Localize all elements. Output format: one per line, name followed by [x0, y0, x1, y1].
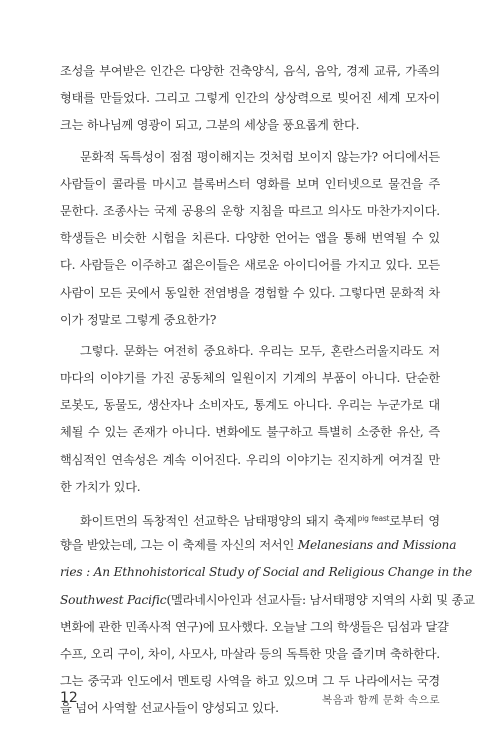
text-line: 체될 수 있는 존재가 아니다. 변화에도 불구하고 특별히 소중한 유산, 즉 [60, 425, 440, 440]
text-span: 로부터 영 [389, 514, 440, 528]
text-line: 그렇다. 문화는 여전히 중요하다. 우리는 모두, 혼란스러울지라도 저 [80, 343, 440, 358]
text-line: 크는 하나님께 영광이 되고, 그분의 세상을 풍요롭게 한다. [60, 118, 360, 133]
text-line: 을 넘어 사역할 선교사들이 양성되고 있다. [60, 701, 279, 716]
text-line [60, 532, 457, 559]
text-span: 향을 받았는데, 그는 이 축제를 자신의 저서인 [60, 538, 298, 553]
text-line: 로봇도, 동물도, 생산자나 소비자도, 통계도 아니다. 우리는 누군가로 대 [60, 398, 440, 413]
running-title: 복음과 함께 문화 속으로 [322, 694, 440, 706]
text-line: 핵심적인 연속성은 계속 이어진다. 우리의 이야기는 진지하게 여겨질 만 [60, 452, 440, 467]
text-line [60, 587, 475, 614]
text-line: 학생들은 비슷한 시험을 치른다. 다양한 언어는 앱을 통해 번역될 수 있 [60, 231, 440, 246]
text-line [60, 505, 440, 532]
body-text [60, 58, 475, 723]
text-line: 변화에 관한 민족사적 연구)에 묘사했다. 오늘날 그의 학생들은 딤섬과 달걀 [60, 619, 449, 634]
text-line: 수프, 오리 구이, 차이, 사모사, 마살라 등의 독특한 맛을 즐기며 축하한다. [60, 646, 440, 661]
text-line: 문화적 독특성이 점점 평이해지는 것처럼 보이지 않는가? 어디에서든 [80, 149, 440, 164]
book-title-italic: ries : An Ethnohistorical Study of Social and Religious Change in the [60, 565, 473, 580]
text-line: 그는 중국과 인도에서 멘토링 사역을 하고 있으며 그 두 나라에서는 국경 [60, 674, 440, 689]
text-span: (멜라네시아인과 선교사들: 남서태평양 지역의 사회 및 종교 [166, 592, 475, 607]
text-line: 이가 정말로 그렇게 중요한가? [60, 312, 217, 327]
text-line: 문한다. 조종사는 국제 공용의 운항 지침을 따르고 의사도 마찬가지이다. [60, 203, 440, 218]
text-line: 조성을 부여받은 인간은 다양한 건축양식, 음식, 음악, 경제 교류, 가족의 [60, 64, 440, 78]
text-line: 다. 사람들은 이주하고 젊은이들은 새로운 아이디어를 가지고 있다. 모든 [60, 258, 440, 273]
text-line: 형태를 만들었다. 그리고 그렇게 인간의 상상력으로 빚어진 세계 모자이 [60, 91, 440, 106]
text-line: 한 가치가 있다. [60, 479, 141, 494]
book-title-italic: Melanesians and Missiona [297, 538, 457, 553]
text-line: 마다의 이야기를 가진 공동체의 일원이지 기계의 부품이 아니다. 단순한 [60, 371, 440, 386]
text-line: 사람이 모든 곳에서 동일한 전염병을 경험할 수 있다. 그렇다면 문화적 차 [60, 285, 440, 300]
text-span: 화이트먼의 독창적인 선교학은 남태평양의 돼지 축제 [80, 514, 357, 528]
gloss-superscript: pig feast [357, 514, 390, 523]
book-title-italic: Southwest Pacific [60, 592, 167, 607]
text-line: 사람들이 콜라를 마시고 블록버스터 영화를 보며 인터넷으로 물건을 주 [60, 176, 440, 191]
page-number: 12 [60, 690, 78, 706]
